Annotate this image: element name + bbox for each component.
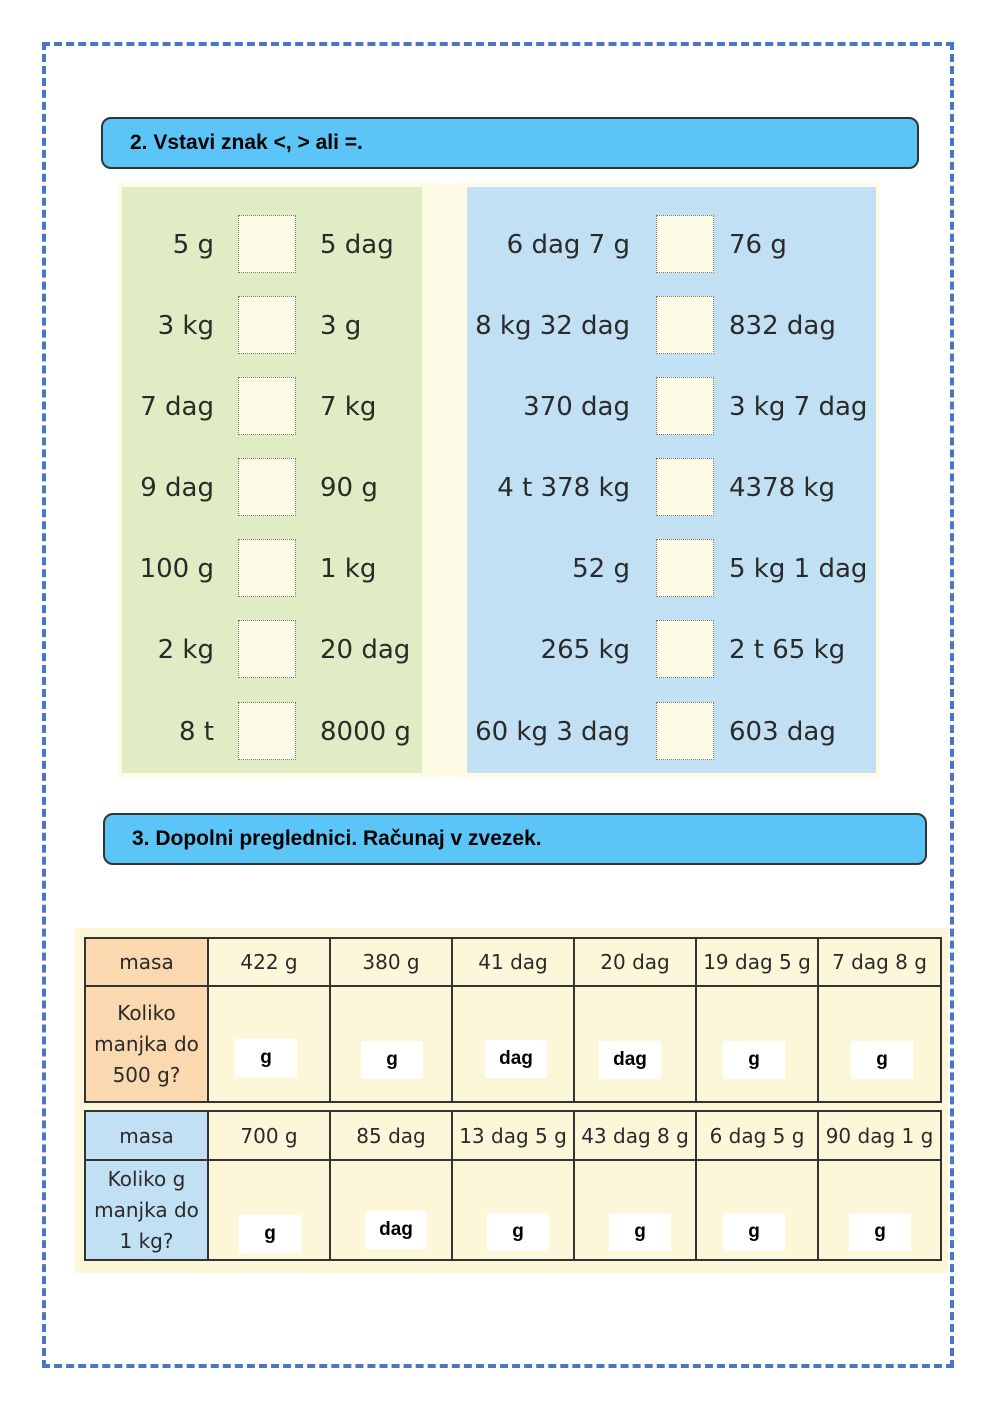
- unit-label: g: [361, 1041, 423, 1079]
- answer-box[interactable]: [656, 458, 714, 516]
- unit-label: g: [487, 1213, 549, 1251]
- unit-label: g: [723, 1041, 785, 1079]
- answer-cell[interactable]: [208, 1160, 330, 1260]
- compare-left-value: 8 t: [178, 717, 214, 747]
- compare-left-value: 3 kg: [157, 311, 214, 341]
- answer-cell[interactable]: [452, 986, 574, 1102]
- answer-box[interactable]: [656, 215, 714, 273]
- answer-cell[interactable]: [574, 986, 696, 1102]
- compare-right-value: 5 dag: [320, 230, 394, 260]
- answer-cell[interactable]: [574, 1160, 696, 1260]
- answer-cell[interactable]: [330, 1160, 452, 1260]
- answer-cell[interactable]: [330, 986, 452, 1102]
- compare-left-value: 100 g: [139, 554, 214, 584]
- answer-box[interactable]: [238, 539, 296, 597]
- compare-right-value: 1 kg: [320, 554, 377, 584]
- task-3-title: 3. Dopolni preglednici. Računaj v zvezek.: [132, 827, 542, 850]
- unit-label: g: [723, 1213, 785, 1251]
- answer-box[interactable]: [656, 620, 714, 678]
- unit-label: g: [235, 1039, 297, 1077]
- task-2-header: [101, 117, 919, 169]
- compare-right-value: 4378 kg: [729, 473, 835, 503]
- mass-value-cell: 6 dag 5 g: [696, 1111, 818, 1160]
- question-line: 500 g?: [112, 1062, 181, 1087]
- unit-label: dag: [599, 1041, 661, 1079]
- mass-value-cell: 13 dag 5 g: [452, 1111, 574, 1160]
- answer-cell[interactable]: [208, 986, 330, 1102]
- task-3-header: [103, 813, 927, 865]
- compare-left-value: 265 kg: [540, 635, 630, 665]
- mass-value-cell: 41 dag: [452, 938, 574, 986]
- answer-cell[interactable]: [696, 986, 818, 1102]
- compare-left-value: 9 dag: [140, 473, 214, 503]
- compare-right-value: 20 dag: [320, 635, 411, 665]
- answer-cell[interactable]: [818, 986, 941, 1102]
- answer-box[interactable]: [238, 458, 296, 516]
- mass-value-cell: 85 dag: [330, 1111, 452, 1160]
- table-header-mass: masa: [85, 1111, 208, 1160]
- mass-table-1kg: [84, 1110, 942, 1261]
- unit-label: g: [609, 1213, 671, 1251]
- mass-value-cell: 7 dag 8 g: [818, 938, 941, 986]
- compare-right-value: 8000 g: [320, 717, 411, 747]
- mass-value-cell: 422 g: [208, 938, 330, 986]
- compare-right-value: 5 kg 1 dag: [729, 554, 868, 584]
- question-line: manjka do: [94, 1197, 199, 1222]
- question-line: manjka do: [94, 1031, 199, 1056]
- unit-label: g: [849, 1213, 911, 1251]
- question-line: 1 kg?: [119, 1228, 174, 1253]
- answer-box[interactable]: [656, 377, 714, 435]
- unit-label: dag: [485, 1040, 547, 1078]
- answer-box[interactable]: [238, 215, 296, 273]
- compare-right-value: 76 g: [729, 230, 787, 260]
- compare-left-value: 4 t 378 kg: [497, 473, 630, 503]
- task-2-title: 2. Vstavi znak <, > ali =.: [130, 131, 363, 154]
- compare-right-value: 832 dag: [729, 311, 836, 341]
- compare-left-value: 5 g: [172, 230, 214, 260]
- table-question: [85, 986, 208, 1102]
- compare-right-value: 603 dag: [729, 717, 836, 747]
- mass-value-cell: 90 dag 1 g: [818, 1111, 941, 1160]
- answer-box[interactable]: [656, 296, 714, 354]
- compare-right-value: 90 g: [320, 473, 378, 503]
- compare-right-value: 3 kg 7 dag: [729, 392, 868, 422]
- answer-box[interactable]: [238, 620, 296, 678]
- answer-box[interactable]: [656, 539, 714, 597]
- answer-box[interactable]: [238, 377, 296, 435]
- compare-left-value: 60 kg 3 dag: [475, 717, 630, 747]
- compare-left-value: 52 g: [572, 554, 630, 584]
- unit-label: dag: [365, 1211, 427, 1249]
- compare-left-value: 370 dag: [523, 392, 630, 422]
- answer-cell[interactable]: [818, 1160, 941, 1260]
- mass-table-500g: [84, 937, 942, 1103]
- compare-left-value: 2 kg: [157, 635, 214, 665]
- answer-box[interactable]: [238, 702, 296, 760]
- unit-label: g: [239, 1215, 301, 1253]
- answer-box[interactable]: [656, 702, 714, 760]
- compare-right-value: 7 kg: [320, 392, 377, 422]
- unit-label: g: [851, 1041, 913, 1079]
- table-question: [85, 1160, 208, 1260]
- mass-value-cell: 700 g: [208, 1111, 330, 1160]
- compare-right-value: 2 t 65 kg: [729, 635, 846, 665]
- table-header-mass: masa: [85, 938, 208, 986]
- question-line: Koliko g: [107, 1166, 186, 1191]
- compare-left-value: 6 dag 7 g: [506, 230, 630, 260]
- mass-value-cell: 43 dag 8 g: [574, 1111, 696, 1160]
- answer-cell[interactable]: [696, 1160, 818, 1260]
- compare-right-value: 3 g: [320, 311, 362, 341]
- compare-left-value: 7 dag: [140, 392, 214, 422]
- answer-cell[interactable]: [452, 1160, 574, 1260]
- answer-box[interactable]: [238, 296, 296, 354]
- mass-value-cell: 19 dag 5 g: [696, 938, 818, 986]
- mass-value-cell: 380 g: [330, 938, 452, 986]
- question-line: Koliko: [117, 1000, 176, 1025]
- compare-left-value: 8 kg 32 dag: [475, 311, 630, 341]
- mass-value-cell: 20 dag: [574, 938, 696, 986]
